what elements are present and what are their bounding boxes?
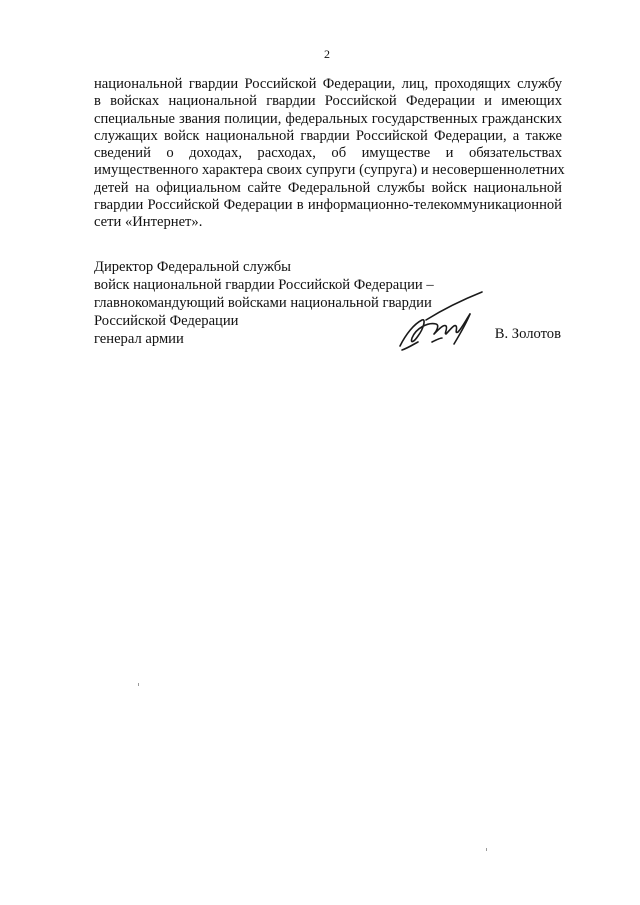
body-line: сети «Интернет». <box>94 214 203 231</box>
signatory-title-line: войск национальной гвардии Российской Федерации – <box>94 277 434 293</box>
signatory-title-line: главнокомандующий войсками национальной гвардии <box>94 295 432 311</box>
signatory-title-line: генерал армии <box>94 331 184 347</box>
body-line: в войсках национальной гвардии Российской Федерации и имеющих <box>94 93 562 110</box>
scan-speck <box>486 848 487 851</box>
body-line: детей на официальном сайте Федеральной службы войск национальной <box>94 179 562 196</box>
body-line: имущественного характера своих супруги (супруга) и несовершеннолетних <box>94 162 565 179</box>
signatory-title-line: Директор Федеральной службы <box>94 259 291 275</box>
signatory-name: В. Золотов <box>494 326 561 342</box>
signatory-title <box>94 258 434 348</box>
body-line: национальной гвардии Российской Федерации, лиц, проходящих службу <box>94 76 562 92</box>
body-line: специальные звания полиции, федеральных государственных гражданских <box>94 110 562 127</box>
body-line: служащих войск национальной гвардии Российской Федерации, а также <box>94 127 562 144</box>
signatory-title-line: Российской Федерации <box>94 313 239 329</box>
scan-speck <box>138 683 139 686</box>
signature-icon <box>396 284 496 356</box>
page-number: 2 <box>324 47 330 61</box>
body-line: сведений о доходах, расходах, об имуществе и обязательствах <box>94 145 562 162</box>
body-line: гвардии Российской Федерации в информационно-телекоммуникационной <box>94 197 562 214</box>
body-paragraph <box>94 76 565 232</box>
